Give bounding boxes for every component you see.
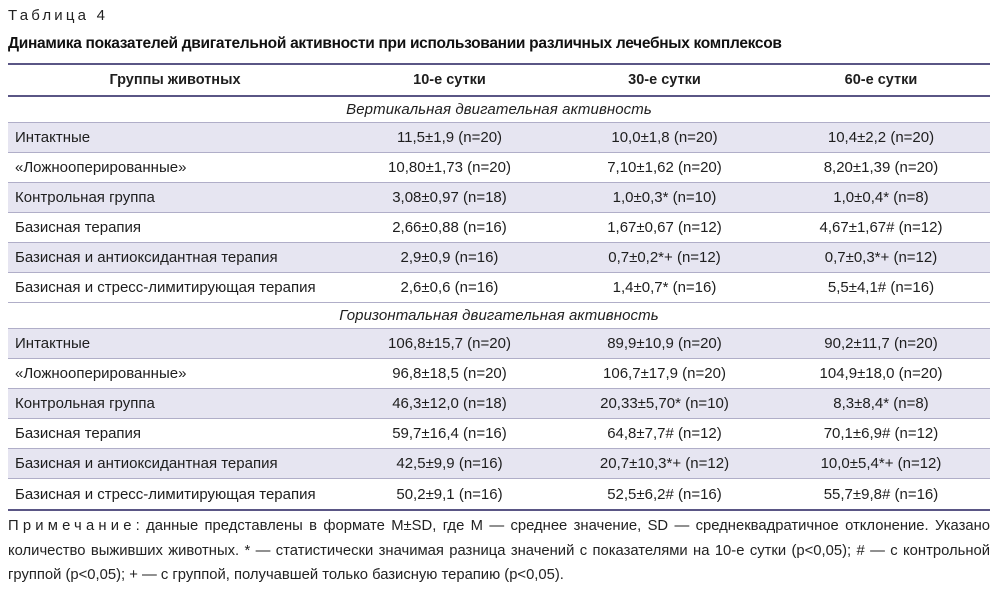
cell-group: Базисная терапия (8, 419, 342, 449)
cell-day10: 10,80±1,73 (n=20) (342, 153, 557, 183)
table-label: Таблица 4 (8, 7, 109, 24)
cell-group: Базисная и стресс-лимитирующая терапия (8, 273, 342, 303)
cell-group: Контрольная группа (8, 183, 342, 213)
section-row (8, 96, 990, 123)
column-header-group: Группы животных (8, 64, 342, 96)
cell-day60: 10,0±5,4*+ (n=12) (772, 449, 990, 479)
table-row (8, 183, 990, 213)
cell-group: Базисная терапия (8, 213, 342, 243)
cell-day30: 1,0±0,3* (n=10) (557, 183, 772, 213)
table-row (8, 359, 990, 389)
cell-day10: 59,7±16,4 (n=16) (342, 419, 557, 449)
cell-day30: 20,7±10,3*+ (n=12) (557, 449, 772, 479)
table-row (8, 153, 990, 183)
section-title: Вертикальная двигательная активность (8, 96, 990, 123)
table-body (8, 96, 990, 510)
cell-group: «Ложнооперированные» (8, 153, 342, 183)
table-row (8, 273, 990, 303)
cell-day30: 52,5±6,2# (n=16) (557, 479, 772, 511)
cell-group: Контрольная группа (8, 389, 342, 419)
cell-day30: 7,10±1,62 (n=20) (557, 153, 772, 183)
cell-day10: 96,8±18,5 (n=20) (342, 359, 557, 389)
cell-group: Базисная и антиоксидантная терапия (8, 449, 342, 479)
cell-day10: 11,5±1,9 (n=20) (342, 123, 557, 153)
cell-day60: 5,5±4,1# (n=16) (772, 273, 990, 303)
cell-day10: 46,3±12,0 (n=18) (342, 389, 557, 419)
table-row (8, 329, 990, 359)
table-row (8, 419, 990, 449)
section-title: Горизонтальная двигательная активность (8, 303, 990, 329)
column-header-day60: 60-е сутки (772, 64, 990, 96)
table-title: Динамика показателей двигательной активности при использовании различных лечебных комплексов (8, 35, 782, 52)
cell-day60: 90,2±11,7 (n=20) (772, 329, 990, 359)
table-row (8, 479, 990, 511)
table-note (8, 514, 990, 588)
cell-day60: 55,7±9,8# (n=16) (772, 479, 990, 511)
table-row (8, 243, 990, 273)
cell-day10: 50,2±9,1 (n=16) (342, 479, 557, 511)
cell-day10: 2,66±0,88 (n=16) (342, 213, 557, 243)
cell-day30: 20,33±5,70* (n=10) (557, 389, 772, 419)
note-text: : данные представлены в формате M±SD, где M — среднее значение, SD — среднеквадратичное отклонение. Указано количество выживших животных. * — статистически значимая разница значений с показателями на 10-е сутки (p<0,05); # — с контрольной группой (p<0,05); + — с группой, получавшей только базисную терапию (p<0,05). (8, 518, 990, 583)
cell-day30: 10,0±1,8 (n=20) (557, 123, 772, 153)
cell-day30: 1,67±0,67 (n=12) (557, 213, 772, 243)
cell-day30: 64,8±7,7# (n=12) (557, 419, 772, 449)
cell-day60: 104,9±18,0 (n=20) (772, 359, 990, 389)
section-row (8, 303, 990, 329)
cell-day60: 8,3±8,4* (n=8) (772, 389, 990, 419)
table-row (8, 389, 990, 419)
table-row (8, 449, 990, 479)
cell-day30: 1,4±0,7* (n=16) (557, 273, 772, 303)
data-table (8, 63, 990, 511)
cell-day10: 106,8±15,7 (n=20) (342, 329, 557, 359)
cell-day30: 89,9±10,9 (n=20) (557, 329, 772, 359)
cell-group: Интактные (8, 329, 342, 359)
table-row (8, 123, 990, 153)
cell-day10: 2,6±0,6 (n=16) (342, 273, 557, 303)
note-lead: Примечание (8, 518, 136, 534)
cell-group: Интактные (8, 123, 342, 153)
cell-day10: 3,08±0,97 (n=18) (342, 183, 557, 213)
table-row (8, 213, 990, 243)
cell-day30: 106,7±17,9 (n=20) (557, 359, 772, 389)
column-header-day30: 30-е сутки (557, 64, 772, 96)
cell-day60: 0,7±0,3*+ (n=12) (772, 243, 990, 273)
cell-group: Базисная и стресс-лимитирующая терапия (8, 479, 342, 511)
header-row (8, 64, 990, 96)
cell-group: Базисная и антиоксидантная терапия (8, 243, 342, 273)
column-header-day10: 10-е сутки (342, 64, 557, 96)
cell-day60: 8,20±1,39 (n=20) (772, 153, 990, 183)
cell-day10: 42,5±9,9 (n=16) (342, 449, 557, 479)
cell-day60: 10,4±2,2 (n=20) (772, 123, 990, 153)
cell-day60: 4,67±1,67# (n=12) (772, 213, 990, 243)
cell-day10: 2,9±0,9 (n=16) (342, 243, 557, 273)
cell-day30: 0,7±0,2*+ (n=12) (557, 243, 772, 273)
cell-group: «Ложнооперированные» (8, 359, 342, 389)
cell-day60: 70,1±6,9# (n=12) (772, 419, 990, 449)
cell-day60: 1,0±0,4* (n=8) (772, 183, 990, 213)
